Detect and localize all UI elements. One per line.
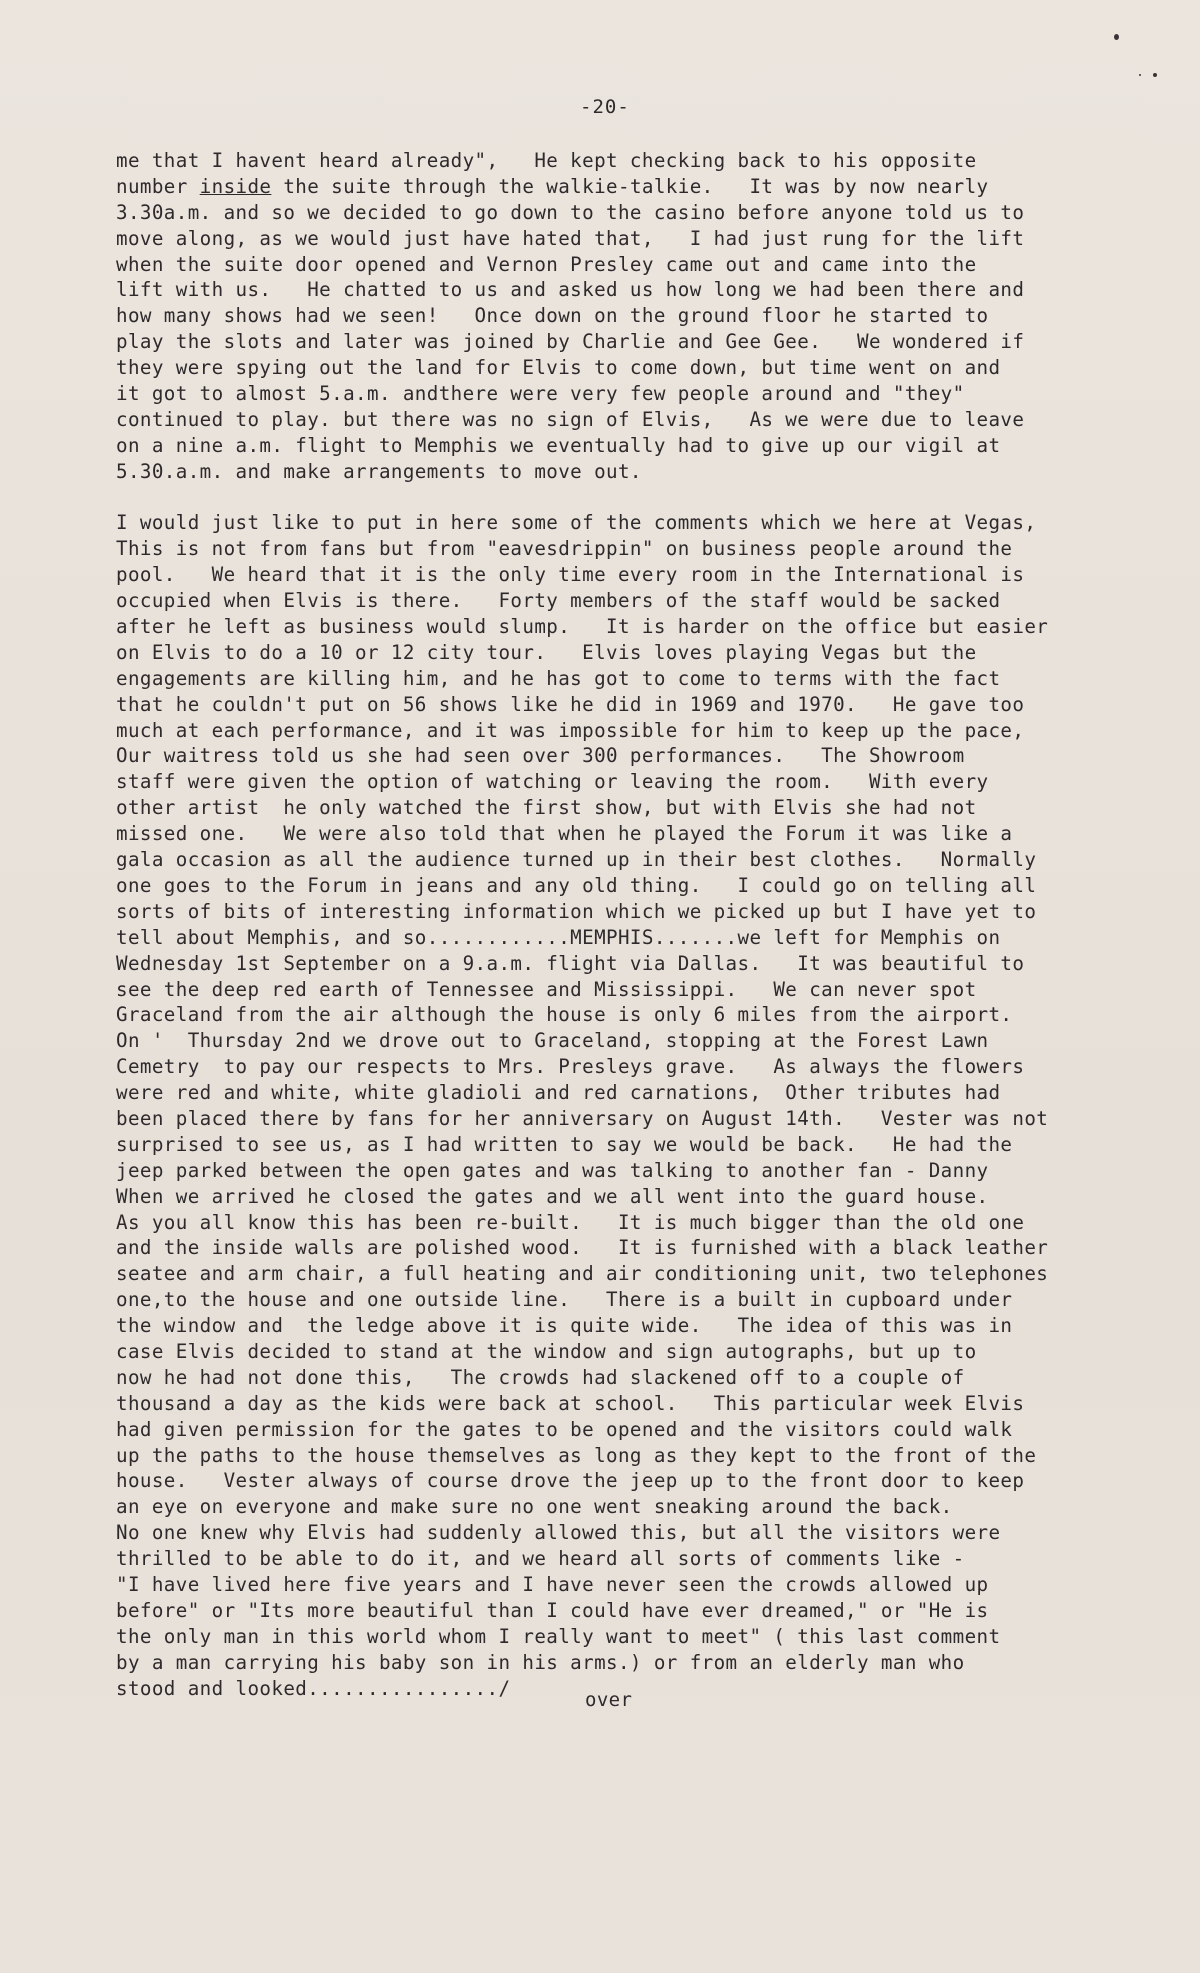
text-line: This is not from fans but from "eavesdrippin" on business people around the <box>116 537 1013 561</box>
text-line: Graceland from the air although the house is only 6 miles from the airport. <box>116 1003 1013 1027</box>
text-line: Our waitress told us she had seen over 300 performances. The Showroom <box>116 744 965 768</box>
paragraph-vegas-casino <box>116 148 1176 485</box>
text-line: by a man carrying his baby son in his arms.) or from an elderly man who <box>116 1650 965 1674</box>
text-line: jeep parked between the open gates and was talking to another fan - Danny <box>116 1158 989 1182</box>
text-line: lift with us. He chatted to us and asked us how long we had been there and <box>116 278 1025 302</box>
text-line: 3.30a.m. and so we decided to go down to the casino before anyone told us to <box>116 200 1025 224</box>
text-line: had given permission for the gates to be opened and the visitors could walk <box>116 1417 1013 1441</box>
text-line: gala occasion as all the audience turned up in their best clothes. Normally <box>116 848 1037 872</box>
underlined-word: inside <box>199 174 272 198</box>
text-line: No one knew why Elvis had suddenly allowed this, but all the visitors were <box>116 1521 1001 1545</box>
ink-speck <box>1153 73 1157 77</box>
text-line: 5.30.a.m. and make arrangements to move out. <box>116 459 642 483</box>
text-line: one,to the house and one outside line. There is a built in cupboard under <box>116 1288 1013 1312</box>
text-line: see the deep red earth of Tennessee and Mississippi. We can never spot <box>116 977 977 1001</box>
text-line: number inside the suite through the walkie-talkie. It was by now nearly <box>116 174 989 198</box>
text-line: they were spying out the land for Elvis to come down, but time went on and <box>116 356 1001 380</box>
paragraph-gap <box>116 485 1176 511</box>
text-line: that he couldn't put on 56 shows like he did in 1969 and 1970. He gave too <box>116 692 1025 716</box>
text-line: surprised to see us, as I had written to say we would be back. He had the <box>116 1132 1013 1156</box>
text-line: On ' Thursday 2nd we drove out to Graceland, stopping at the Forest Lawn <box>116 1029 989 1053</box>
text-line: it got to almost 5.a.m. andthere were very few people around and "they" <box>116 382 965 406</box>
text-line: play the slots and later was joined by Charlie and Gee Gee. We wondered if <box>116 330 1025 354</box>
text-line: thousand a day as the kids were back at school. This particular week Elvis <box>116 1391 1025 1415</box>
text-line: been placed there by fans for her anniversary on August 14th. Vester was not <box>116 1106 1049 1130</box>
text-line: I would just like to put in here some of the comments which we here at Vegas, <box>116 511 1037 535</box>
text-line: case Elvis decided to stand at the window and sign autographs, but up to <box>116 1339 977 1363</box>
text-line: "I have lived here five years and I have never seen the crowds allowed up <box>116 1572 989 1596</box>
text-line: move along, as we would just have hated that, I had just rung for the lift <box>116 226 1025 250</box>
text-line: one goes to the Forum in jeans and any old thing. I could go on telling all <box>116 873 1037 897</box>
text-line: the window and the ledge above it is quite wide. The idea of this was in <box>116 1314 1013 1338</box>
over-label: over <box>585 1689 633 1711</box>
text-line: thrilled to be able to do it, and we heard all sorts of comments like - <box>116 1547 965 1571</box>
text-line: much at each performance, and it was impossible for him to keep up the pace, <box>116 718 1025 742</box>
paragraph-vegas-memphis-graceland <box>116 510 1176 1701</box>
text-line: before" or "Its more beautiful than I could have ever dreamed," or "He is <box>116 1598 989 1622</box>
text-line: and the inside walls are polished wood. It is furnished with a black leather <box>116 1236 1049 1260</box>
ink-speck <box>1139 74 1141 76</box>
text-line: the only man in this world whom I really want to meet" ( this last comment <box>116 1624 1001 1648</box>
text-line: on a nine a.m. flight to Memphis we eventually had to give up our vigil at <box>116 433 1001 457</box>
text-line: other artist he only watched the first show, but with Elvis she had not <box>116 796 977 820</box>
text-line: tell about Memphis, and so............MEMPHIS.......we left for Memphis on <box>116 925 1001 949</box>
text-line: Wednesday 1st September on a 9.a.m. flight via Dallas. It was beautiful to <box>116 951 1025 975</box>
text-line: an eye on everyone and make sure no one went sneaking around the back. <box>116 1495 953 1519</box>
body-text <box>116 148 1176 1701</box>
page-number: -20- <box>580 96 630 118</box>
text-line: As you all know this has been re-built. It is much bigger than the old one <box>116 1210 1025 1234</box>
text-line: When we arrived he closed the gates and we all went into the guard house. <box>116 1184 989 1208</box>
text-line: occupied when Elvis is there. Forty members of the staff would be sacked <box>116 589 1001 613</box>
text-line: Cemetry to pay our respects to Mrs. Presleys grave. As always the flowers <box>116 1055 1025 1079</box>
text-line: after he left as business would slump. It is harder on the office but easier <box>116 615 1049 639</box>
text-line: stood and looked................/ <box>116 1676 511 1700</box>
text-line: on Elvis to do a 10 or 12 city tour. Elvis loves playing Vegas but the <box>116 640 977 664</box>
text-line: engagements are killing him, and he has got to come to terms with the fact <box>116 666 1001 690</box>
text-line: continued to play. but there was no sign of Elvis, As we were due to leave <box>116 407 1025 431</box>
text-line: were red and white, white gladioli and red carnations, Other tributes had <box>116 1081 1001 1105</box>
text-line: seatee and arm chair, a full heating and air conditioning unit, two telephones <box>116 1262 1049 1286</box>
text-line: up the paths to the house themselves as long as they kept to the front of the <box>116 1443 1037 1467</box>
text-line: staff were given the option of watching or leaving the room. With every <box>116 770 989 794</box>
text-line: now he had not done this, The crowds had slackened off to a couple of <box>116 1365 965 1389</box>
text-line: me that I havent heard already", He kept checking back to his opposite <box>116 149 977 172</box>
ink-speck <box>1114 34 1119 40</box>
text-line: how many shows had we seen! Once down on the ground floor he started to <box>116 304 989 328</box>
text-line: house. Vester always of course drove the jeep up to the front door to keep <box>116 1469 1025 1493</box>
text-line: pool. We heard that it is the only time every room in the International is <box>116 563 1025 587</box>
text-line: when the suite door opened and Vernon Presley came out and came into the <box>116 252 977 276</box>
text-line: missed one. We were also told that when he played the Forum it was like a <box>116 822 1013 846</box>
text-line: sorts of bits of interesting information which we picked up but I have yet to <box>116 899 1037 923</box>
